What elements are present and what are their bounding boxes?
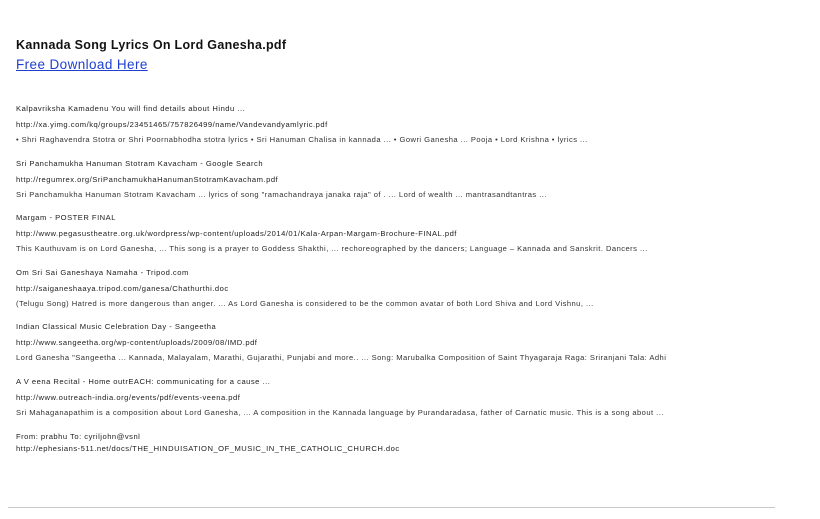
result-url: http://www.pegasustheatre.org.uk/wordpress/wp-content/uploads/2014/01/Kala-Arpan-Margam-Brochure-FINAL.pdf xyxy=(16,229,457,239)
result-snippet: This Kauthuvam is on Lord Ganesha, ... This song is a prayer to Goddess Shakthi, ... rechoreographed by the dancers; Language – Kannada and Sanskrit. Dancers ... xyxy=(16,244,648,254)
result-title: From: prabhu To: cyriljohn@vsnl xyxy=(16,431,141,441)
result-title: Sri Panchamukha Hanuman Stotram Kavacham - Google Search xyxy=(16,158,264,168)
result-url: http://www.sangeetha.org/wp-content/uploads/2009/08/IMD.pdf xyxy=(16,338,258,348)
result-title: Margam - POSTER FINAL xyxy=(16,213,116,223)
result-snippet: (Telugu Song) Hatred is more dangerous than anger. ... As Lord Ganesha is considered to be the common avatar of both Lord Shiva and Lord Vishnu, ... xyxy=(16,298,594,308)
result-url: http://www.outreach-india.org/events/pdf/events-veena.pdf xyxy=(16,392,241,402)
result-snippet: • Shri Raghavendra Stotra or Shri Poornabhodha stotra lyrics • Sri Hanuman Chalisa in kannada ... • Gowri Ganesha ... Pooja • Lord Krishna • lyrics ... xyxy=(16,135,588,144)
result-url: http://xa.yimg.com/kq/groups/23451465/757826499/name/Vandevandyamlyric.pdf xyxy=(16,120,328,129)
footer-divider xyxy=(8,507,775,508)
result-item xyxy=(16,268,811,309)
results-list xyxy=(16,104,811,454)
document-title: Kannada Song Lyrics On Lord Ganesha.pdf xyxy=(16,38,287,52)
result-url: http://ephesians-511.net/docs/THE_HINDUISATION_OF_MUSIC_IN_THE_CATHOLIC_CHURCH.doc xyxy=(16,443,400,453)
result-title: A V eena Recital - Home outrEACH: communicating for a cause ... xyxy=(16,376,271,386)
result-item-final xyxy=(16,432,811,454)
result-url: http://regumrex.org/SriPanchamukhaHanumanStotramKavacham.pdf xyxy=(16,174,279,184)
result-snippet: Lord Ganesha "Sangeetha ... Kannada, Malayalam, Marathi, Gujarathi, Punjabi and more.. ... Song: Marubalka Composition of Saint Thyagaraja Raga: Sriranjani Tala: Adhi xyxy=(16,353,667,363)
result-item xyxy=(16,104,811,145)
result-title: Indian Classical Music Celebration Day - Sangeetha xyxy=(16,322,217,332)
result-url: http://saiganeshaaya.tripod.com/ganesa/Chathurthi.doc xyxy=(16,283,229,293)
result-item xyxy=(16,159,811,200)
result-snippet: Sri Panchamukha Hanuman Stotram Kavacham ... lyrics of song "ramachandraya janaka raja" of . ... Lord of wealth ... mantrasandtantras ... xyxy=(16,189,547,199)
free-download-link[interactable]: Free Download Here xyxy=(16,57,148,72)
result-item xyxy=(16,377,811,418)
result-title: Kalpavriksha Kamadenu You will find details about Hindu ... xyxy=(16,104,246,113)
result-snippet: Sri Mahaganapathim is a composition about Lord Ganesha, ... A composition in the Kannada language by Purandaradasa, father of Carnatic music. This is a song about ... xyxy=(16,407,664,417)
result-title: Om Sri Sai Ganeshaya Namaha - Tripod.com xyxy=(16,267,189,277)
result-item xyxy=(16,322,811,363)
result-item xyxy=(16,213,811,254)
